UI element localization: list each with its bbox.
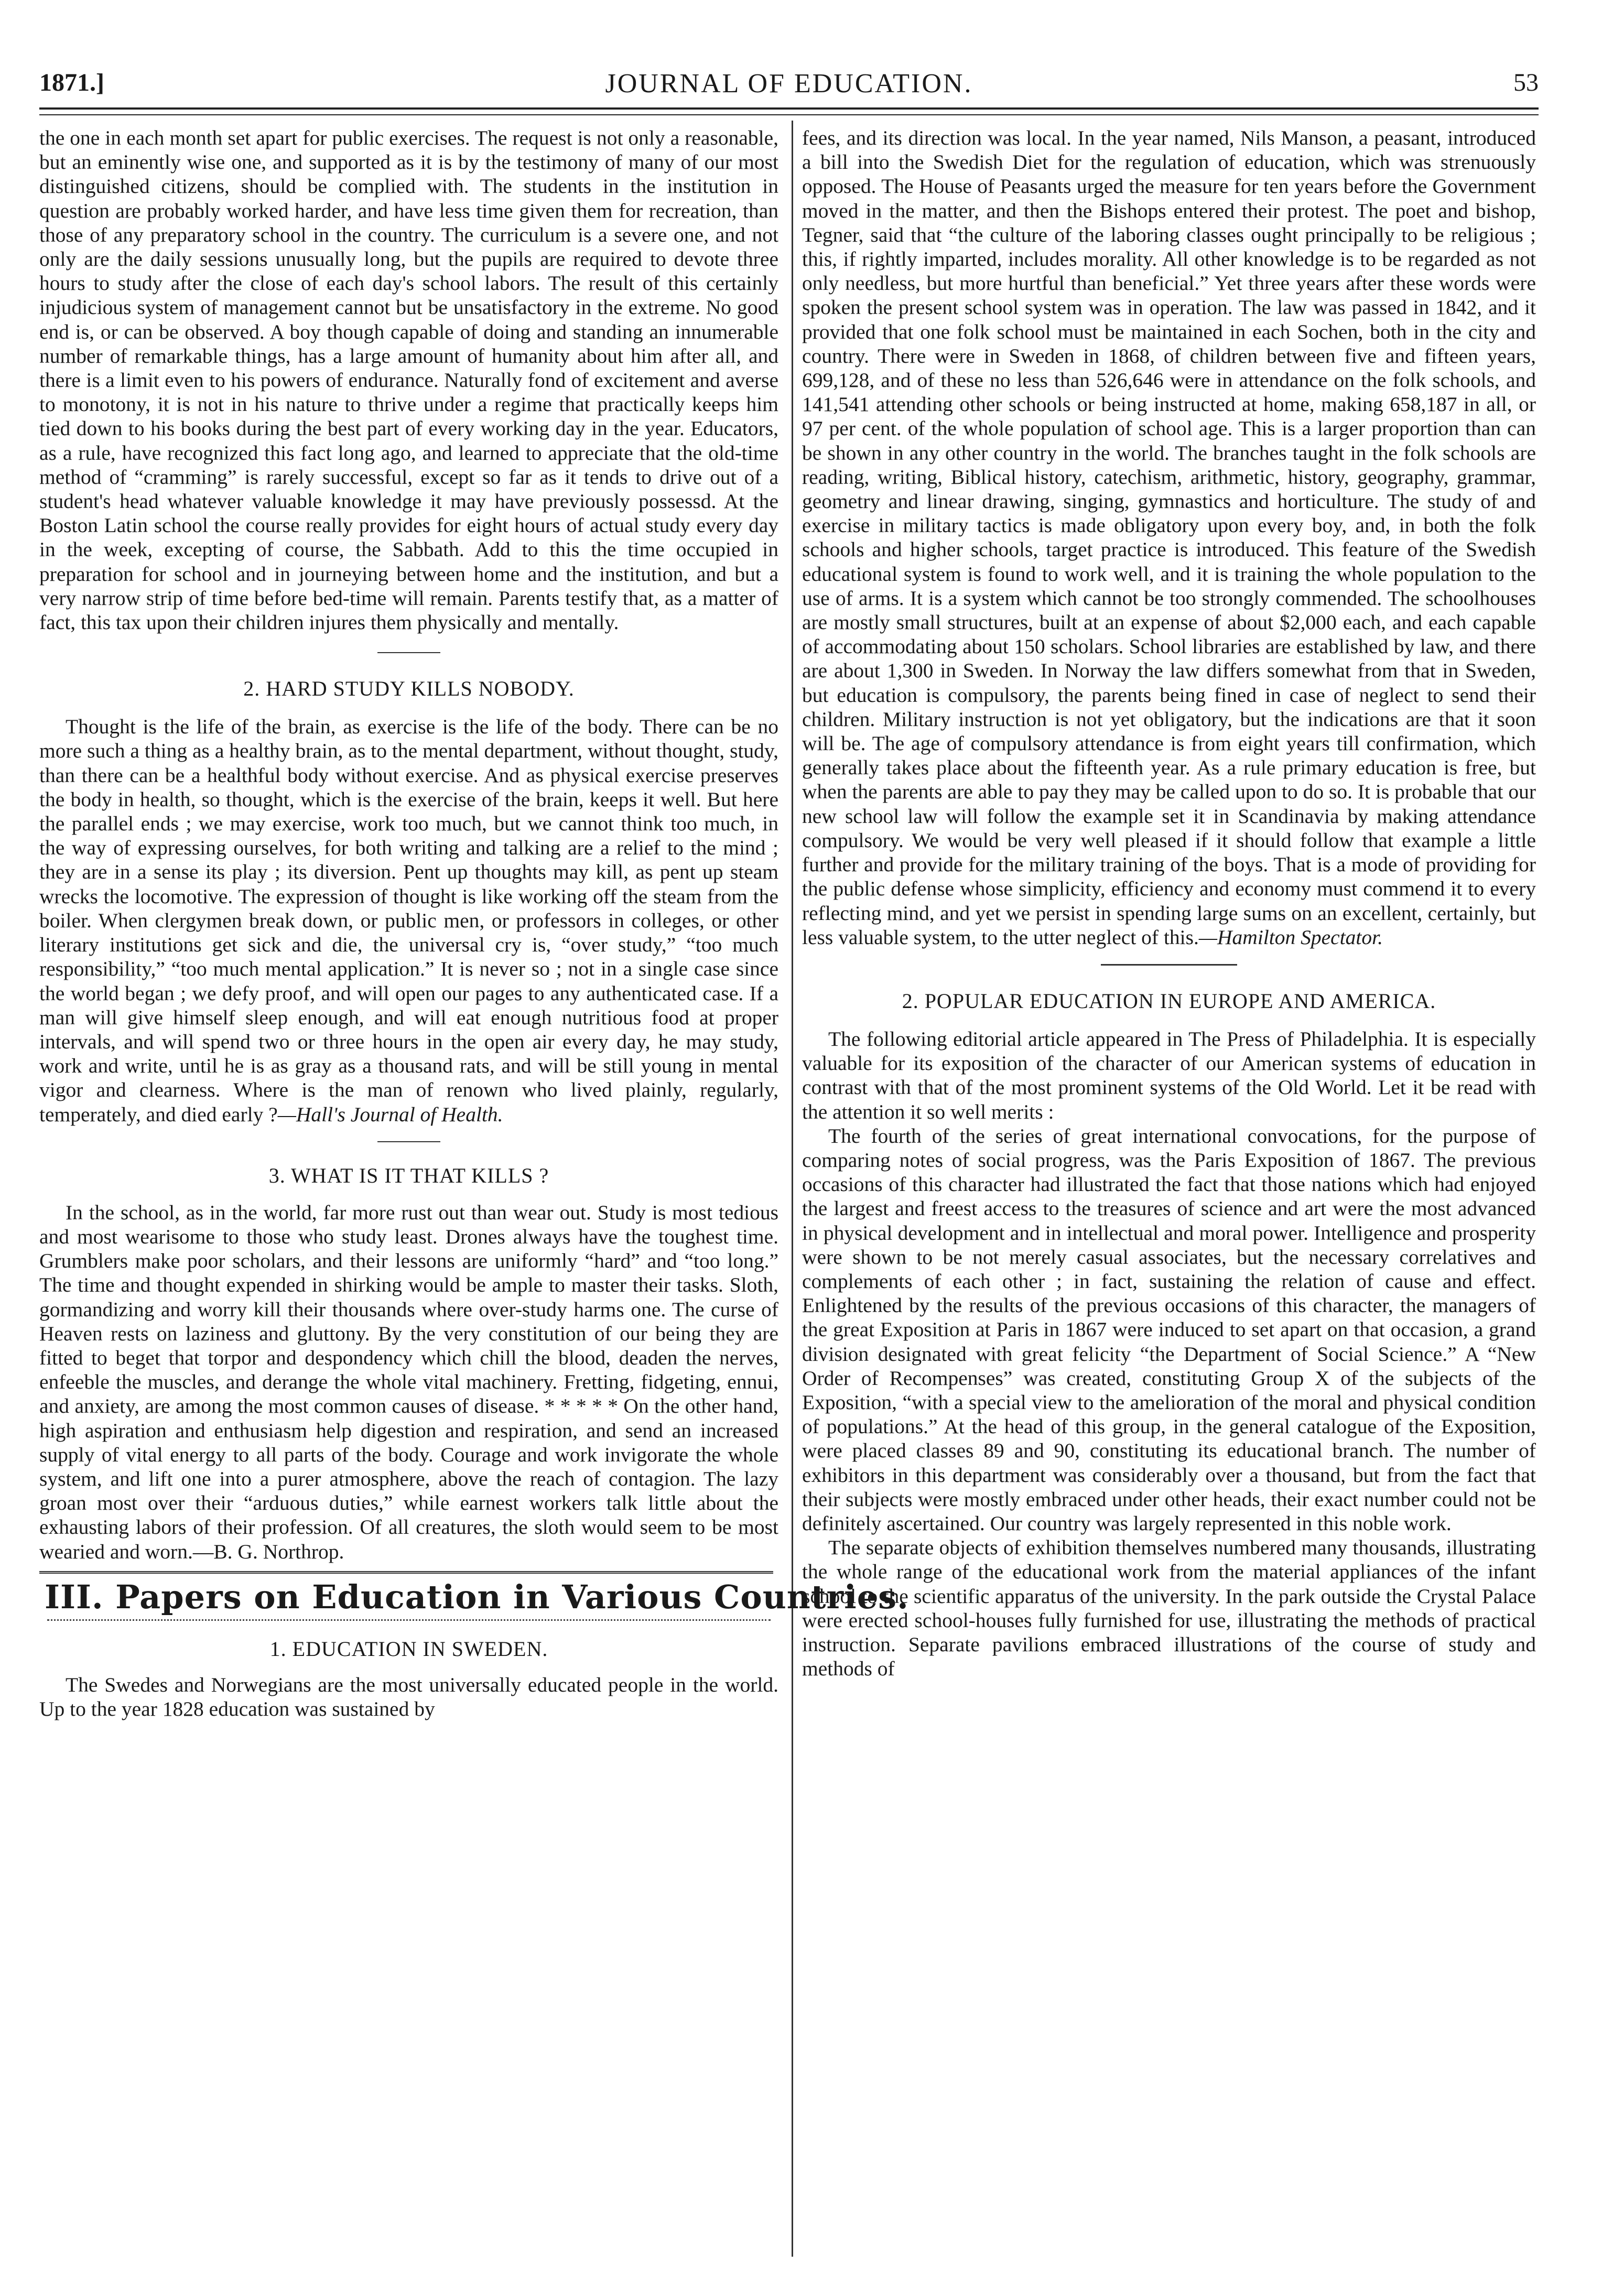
right-column: [802, 126, 1536, 1681]
running-header: [39, 68, 1539, 110]
left-column: [39, 126, 909, 1721]
heading-what-kills: 3. WHAT IS IT THAT KILLS ?: [268, 1163, 549, 1187]
column-divider: [792, 121, 793, 2257]
paragraph-boston-latin: the one in each month set apart for public exercises. The request is not only a reasonable, but an eminently wise one, and supported as it is by the testimony of many of our most distinguished citizens, should be complied with. The students in the institution in question are probably worked harder, and have less time given them for recreation, than those of any preparatory school in the country. The curriculum is a severe one, and not only are the daily sessions unusually long, but the pupils are required to devote three hours to study after the close of each day's school labors. The result of this certainly injudicious system of management cannot but be unsatisfactory in the extreme. No good end is, or can be observed. A boy though capable of doing and standing an innumerable number of remarkable things, has a large amount of humanity about him after all, and there is a limit even to his powers of endurance. Naturally fond of excitement and averse to monotony, it is not in his nature to thrive under a regime that practically keeps him tied down to his books during the best part of every working day in the year. Educators, as a rule, have recognized this fact long ago, and learned to appreciate that the old-time method of “cramming” is rarely successful, except so far as it tends to drive out of a student's head whatever valuable knowledge it may have previously possessd. At the Boston Latin school the course really provides for eight hours of actual study every day in the week, excepting of course, the Sabbath. Add to this the time occupied in preparation for school and in journeying between home and the institution, and but a very narrow strip of time before bed-time will remain. Parents testify that, as a matter of fact, this tax upon their children injures them physically and mentally.: [39, 126, 778, 634]
heading-education-sweden: 1. EDUCATION IN SWEDEN.: [269, 1637, 548, 1661]
paragraph-exhibition-objects: The separate objects of exhibition themselves numbered many thousands, illustrating the whole range of the educational work from the material appliances of the infant school to the scientific apparatus of the university. In the park outside the Crystal Palace were erected school-houses fully furnished for use, illustrating the methods of practical instruction. Separate pavilions embraced illustrations of the course of study and methods of: [802, 1536, 1536, 1681]
paragraph-press-intro: The following editorial article appeared in The Press of Philadelphia. It is especially valuable for its exposition of the character of our American systems of education in contrast with that of the most prominent systems of the Old World. Let it be read with the attention it so well merits :: [802, 1027, 1536, 1123]
paragraph-what-kills: In the school, as in the world, far more rust out than wear out. Study is most tedious and most wearisome to those who study least. Drones always have the toughest time. Grumblers make poor scholars, and their lessons are uniformly “hard” and “too long.” The time and thought expended in shirking would be ample to master their tasks. Sloth, gormandizing and worry kill their thousands where over-study harms one. The curse of Heaven rests on laziness and gluttony. By the very constitution of our being they are fitted to beget that torpor and despondency which chill the blood, deaden the nerves, enfeeble the muscles, and derange the whole vital machinery. Fretting, fidgeting, ennui, and anxiety, are among the most common causes of disease. * * * * * On the other hand, high aspiration and enthusiasm help digestion and respiration, and send an increased supply of vital energy to all parts of the body. Courage and work invigorate the whole system, and lift one into a purer atmosphere, above the reach of contagion. The lazy groan most over their “arduous duties,” while earnest workers talk little about the exhausting labors of their profession. Of all creatures, the sloth would seem to be most wearied and worn.—B. G. Northrop.: [39, 1200, 778, 1563]
paragraph-hard-study-text: Thought is the life of the brain, as exercise is the life of the body. There can be no more such a thing as a healthy brain, as to the mental department, without thought, study, than there can be a healthful body without exercise. And as physical exercise preserves the body in health, so thought, which is the exercise of the brain, keeps it well. But here the parallel ends ; we may exercise, work too much, but we cannot think too much, in the way of expressing ourselves, for both writing and talking are a relief to the mind ; they are in a sense its play ; its diversion. Pent up thoughts may kill, as pent up steam wrecks the locomotive. The expression of thought is like working off the steam from the boiler. When clergymen break down, or public men, or professors in colleges, or other literary institutions get sick and die, the universal cry is, “over study,” “too much responsibility,” “too much mental application.” It is never so ; not in a single case since the world began ; we defy proof, and will open our pages to any authenticated case. If a man will give himself sleep enough, and will eat enough nutritious food at proper intervals, and will spend two or three hours in the open air every day, he may study, work and write, until he is as gray as a thousand rats, and will be still young in mental vigor and clearness. Where is the man of renown who lived plainly, regularly, temperately, and died early ?: [39, 715, 778, 1126]
section-title-papers: III. Papers on Education in Various Countries.: [45, 1577, 909, 1616]
header-rule: [39, 107, 1539, 110]
page-number: 53: [1513, 69, 1539, 96]
paragraph-sweden-text: fees, and its direction was local. In the year named, Nils Manson, a peasant, introduced a bill into the Swedish Diet for the regulation of education, which was strenuously opposed. The House of Peasants urged the measure for ten years before the Government moved in the matter, and then the Bishops entered their protest. The poet and bishop, Tegner, said that “the culture of the laboring classes ought principally to be religious ; this, if rightly imparted, includes morality. All other knowledge is to be regarded as not only needless, but more hurtful than beneficial.” Yet three years after these words were spoken the present school system was in operation. The law was passed in 1842, and it provided that one folk school must be maintained in each Sochen, both in the city and country. There were in Sweden in 1868, of children between five and fifteen years, 699,128, and of these no less than 526,646 were in attendance on the folk schools, and 141,541 attending other schools or being instructed at home, making 658,187 in all, or 97 per cent. of the whole population of school age. This is a larger proportion than can be shown in any other country in the world. The branches taught in the folk schools are reading, writing, Biblical history, catechism, arithmetic, history, geography, grammar, geometry and linear drawing, singing, gymnastics and horticulture. The study of and exercise in military tactics is made obligatory upon every boy, and, in both the folk schools and higher schools, target practice is introduced. This feature of the Swedish educational system is found to work well, and it is training the whole population to the use of arms. It is a system which cannot be too strongly commended. The schoolhouses are mostly small structures, built at an expense of about $2,000 each, and each capable of accommodating about 150 scholars. School libraries are established by law, and there are about 1,300 in Sweden. In Norway the law differs somewhat from that in Sweden, but education is compulsory, the parents being fined in case of neglect to send their children. Military instruction is not yet obligatory, but the indications are that it soon will be. The age of compulsory attendance is from eight years till confirmation, which generally takes place about the fifteenth year. As a rule primary education is free, but when the parents are able to pay they may be called upon to do so. It is probable that our new school law will follow the example set it in Scandinavia by making attendance compulsory. We would be very well pleased if it should follow that example a little further and provide for the military training of the boys. That is a mode of providing for the public defense whose simplicity, efficiency and economy must commend it to every reflecting mind, and yet we persist in spending large sums on an excellent, certainly, but less valuable system, to the utter neglect of this.: [802, 126, 1536, 949]
paragraph-sweden-continued: [802, 126, 1536, 949]
heading-popular-education: 2. POPULAR EDUCATION IN EUROPE AND AMERICA.: [902, 989, 1436, 1013]
header-rule-thin: [39, 114, 1539, 115]
paragraph-hard-study: [39, 714, 778, 1126]
paragraph-paris-exposition: The fourth of the series of great international convocations, for the purpose of comparing notes of social progress, was the Paris Exposition of 1867. The previous occasions of this character had illustrated the fact that those nations which had enjoyed the largest and freest access to the treasures of science and art were the most advanced in physical development and in intellectual and moral power. Intelligence and prosperity were shown to be not merely casual associates, but the necessary correlatives and complements of each other ; in fact, sustaining the relation of cause and effect. Enlightened by the results of the previous occasions of this character, the managers of the great Exposition at Paris in 1867 were induced to set apart on that occasion, a grand division designated with great felicity “the Department of Social Science.” A “New Order of Recompenses” was created, constituting Group X of the subjects of the Exposition, “with a special view to the amelioration of the moral and physical condition of populations.” At the head of this group, in the general catalogue of the Exposition, were placed classes 89 and 90, constituting its educational branch. The number of exhibitors in this department was considerably over a thousand, but from the fact that their subjects were mostly embraced under other heads, their exact number could not be definitely ascertained. Our country was largely represented in this noble work.: [802, 1124, 1536, 1535]
source-hamilton-spectator: —Hamilton Spectator.: [1198, 925, 1383, 949]
heading-hard-study: 2. HARD STUDY KILLS NOBODY.: [243, 677, 575, 701]
header-year: 1871.]: [39, 69, 104, 96]
paragraph-sweden-start: The Swedes and Norwegians are the most universally educated people in the world. Up to the year 1828 education was sustained by: [39, 1673, 778, 1720]
source-halls-journal: —Hall's Journal of Health.: [277, 1102, 503, 1126]
journal-title: JOURNAL OF EDUCATION.: [605, 69, 973, 99]
